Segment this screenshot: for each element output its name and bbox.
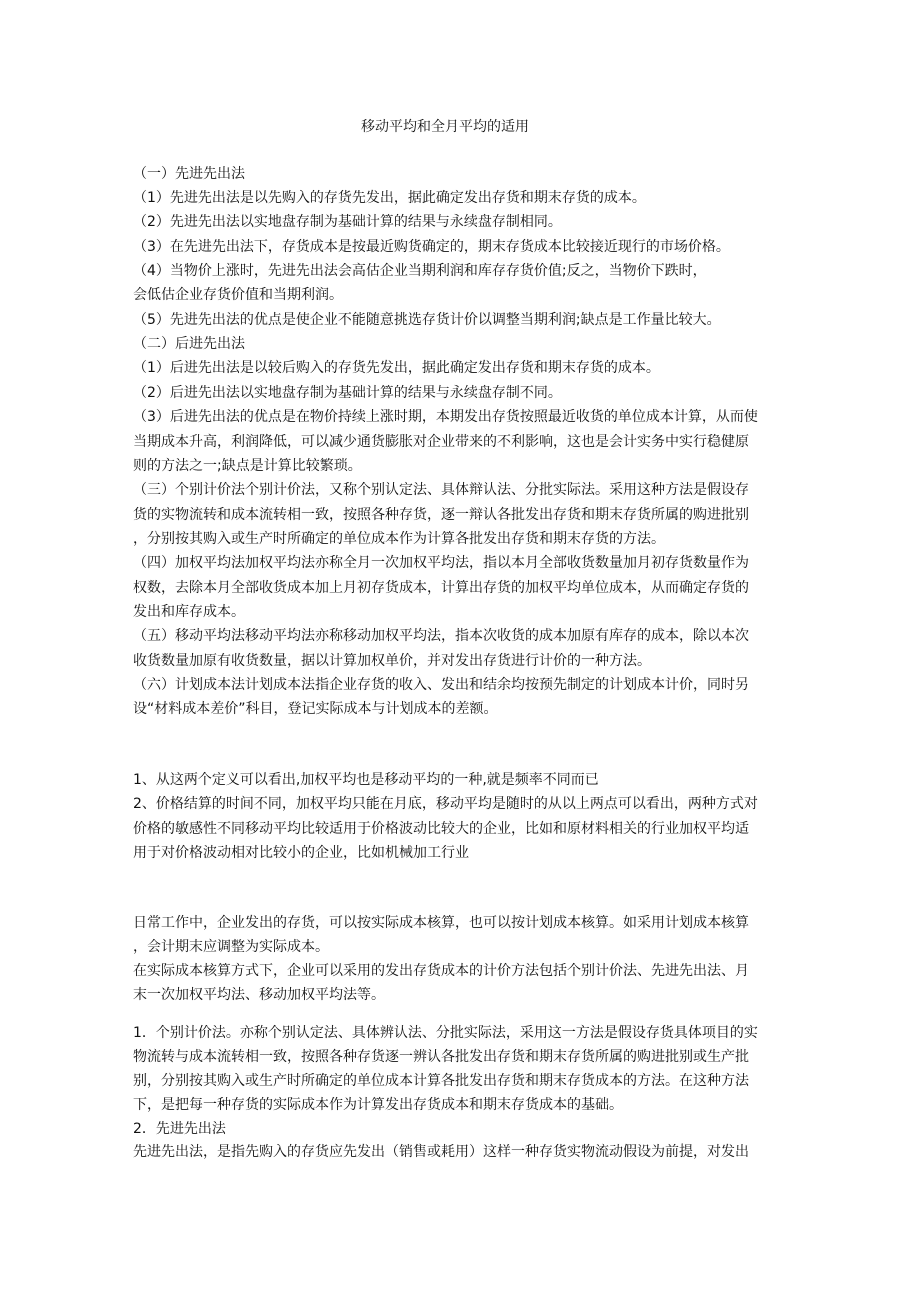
paragraph-line: 日常工作中，企业发出的存货，可以按实际成本核算，也可以按计划成本核算。如采用计划成本核算 — [133, 915, 749, 931]
paragraph-line: （四）加权平均法加权平均法亦称全月一次加权平均法，指以本月全部收货数量加月初存货数量作为 — [133, 555, 749, 571]
paragraph-line: 设“材料成本差价”科目，登记实际成本与计划成本的差额。 — [133, 701, 498, 717]
paragraph-line: （2）先进先出法以实地盘存制为基础计算的结果与永续盘存制相同。 — [133, 214, 562, 230]
paragraph-line: （三）个别计价法个别计价法，又称个别认定法、具体辩认法、分批实际法。采用这种方法是假设存 — [133, 482, 749, 498]
paragraph-line: 别，分别按其购入或生产时所确定的单位成本计算各批发出存货和期末存货成本的方法。在这种方法 — [133, 1073, 749, 1089]
paragraph-line: 先进先出法，是指先购入的存货应先发出（销售或耗用）这样一种存货实物流动假设为前提，对发出 — [133, 1144, 749, 1160]
paragraph-line: 末一次加权平均法、移动加权平均法等。 — [133, 987, 385, 1003]
paragraph-line: 收货数量加原有收货数量，据以计算加权单价，并对发出存货进行计价的一种方法。 — [133, 653, 651, 669]
paragraph-line: （1）先进先出法是以先购入的存货先发出，据此确定发出存货和期末存货的成本。 — [133, 190, 646, 206]
paragraph-line: 用于对价格波动相对比较小的企业，比如机械加工行业 — [133, 845, 469, 861]
paragraph-line: 货的实物流转和成本流转相一致，按照各种存货，逐一辩认各批发出存货和期末存货所属的购进批别 — [133, 507, 749, 523]
paragraph-line: 1、从这两个定义可以看出,加权平均也是移动平均的一种,就是频率不同而已 — [133, 772, 599, 788]
paragraph-line: 1．个别计价法。亦称个别认定法、具体辨认法、分批实际法，采用这一方法是假设存货具体项目的实 — [133, 1025, 758, 1041]
section-heading-fifo: （一）先进先出法 — [133, 166, 245, 182]
paragraph-line: 发出和库存成本。 — [133, 604, 245, 620]
paragraph-line: ，会计期末应调整为实际成本。 — [133, 939, 329, 955]
paragraph-line: ，分别按其购入或生产时所确定的单位成本作为计算各批发出存货和期末存货的方法。 — [133, 531, 665, 547]
paragraph-line: （六）计划成本法计划成本法指企业存货的收入、发出和结余均按预先制定的计划成本计价，同时另 — [133, 677, 749, 693]
paragraph-line: （4）当物价上涨时，先进先出法会高估企业当期利润和库存存货价值;反之，当物价下跌时， — [133, 263, 707, 279]
paragraph-line: 当期成本升高，利润降低，可以减少通货膨胀对企业带来的不利影响，这也是会计实务中实行稳健原 — [133, 434, 749, 450]
paragraph-line: 在实际成本核算方式下，企业可以采用的发出存货成本的计价方法包括个别计价法、先进先出法、月 — [133, 963, 749, 979]
section-heading-lifo: （二）后进先出法 — [133, 336, 245, 352]
paragraph-line: 则的方法之一;缺点是计算比较繁琐。 — [133, 458, 362, 474]
paragraph-line: 2、价格结算的时间不同，加权平均只能在月底，移动平均是随时的从以上两点可以看出，两种方式对 — [133, 796, 758, 812]
section-heading-fifo-2: 2．先进先出法 — [133, 1121, 226, 1137]
paragraph-line: （2）后进先出法以实地盘存制为基础计算的结果与永续盘存制不同。 — [133, 385, 562, 401]
paragraph-line: （1）后进先出法是以较后购入的存货先发出，据此确定发出存货和期末存货的成本。 — [133, 360, 660, 376]
paragraph-line: （3）在先进先出法下，存货成本是按最近购货确定的，期末存货成本比较接近现行的市场价格。 — [133, 239, 730, 255]
paragraph-line: （3）后进先出法的优点是在物价持续上涨时期，本期发出存货按照最近收货的单位成本计算，从而使 — [133, 409, 758, 425]
paragraph-line: （五）移动平均法移动平均法亦称移动加权平均法，指本次收货的成本加原有库存的成本，除以本次 — [133, 628, 749, 644]
document-title: 移动平均和全月平均的适用 — [361, 119, 529, 135]
paragraph-line: 权数，去除本月全部收货成本加上月初存货成本，计算出存货的加权平均单位成本，从而确定存货的 — [133, 580, 749, 596]
paragraph-line: 会低估企业存货价值和当期利润。 — [133, 287, 343, 303]
paragraph-line: 价格的敏感性不同移动平均比较适用于价格波动比较大的企业，比如和原材料相关的行业加权平均适 — [133, 821, 749, 837]
paragraph-line: （5）先进先出法的优点是使企业不能随意挑选存货计价以调整当期利润;缺点是工作量比较大。 — [133, 312, 721, 328]
paragraph-line: 下，是把每一种存货的实际成本作为计算发出存货成本和期末存货成本的基础。 — [133, 1097, 623, 1113]
paragraph-line: 物流转与成本流转相一致，按照各种存货逐一辨认各批发出存货和期末存货所属的购进批别或生产批 — [133, 1049, 749, 1065]
